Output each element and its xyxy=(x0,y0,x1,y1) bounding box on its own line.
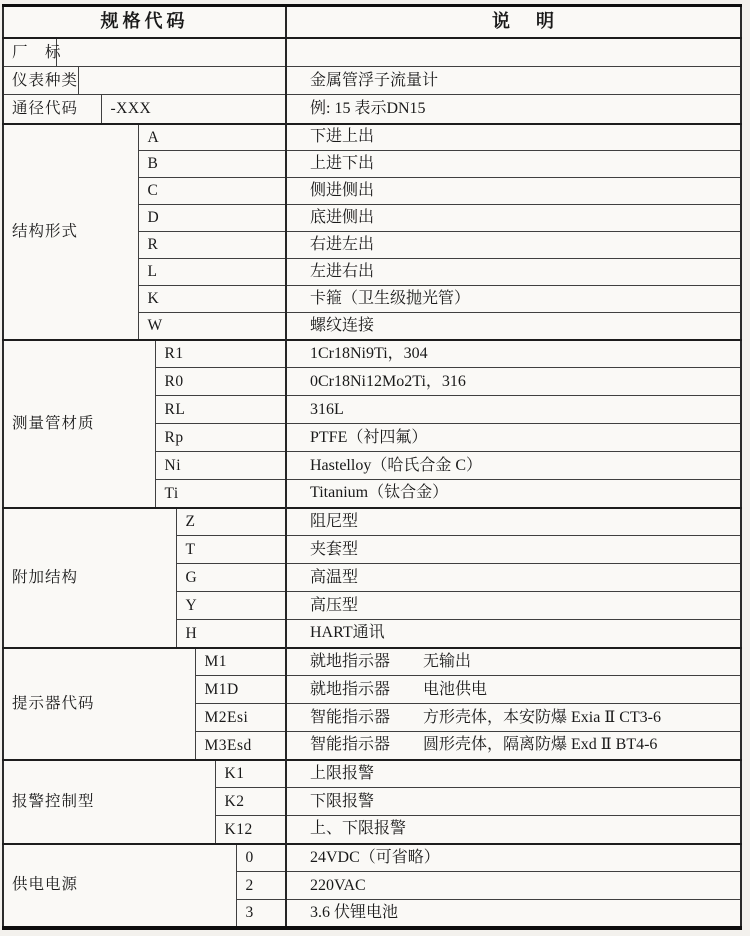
description-cell: 左进右出 xyxy=(286,259,741,286)
row-label: 仪表种类 xyxy=(3,67,78,95)
description-cell xyxy=(286,648,741,676)
header-description: 说 明 xyxy=(286,6,741,38)
table-row xyxy=(3,340,741,368)
header-spec-code: 规格代码 xyxy=(3,6,286,38)
code-cell: C xyxy=(138,178,286,205)
description-cell: 316L xyxy=(286,396,741,424)
code-cell: 2 xyxy=(236,872,286,900)
description-cell: 夹套型 xyxy=(286,536,741,564)
empty-cell xyxy=(56,38,286,67)
table-row xyxy=(3,508,741,536)
code-cell: A xyxy=(138,124,286,151)
code-cell: R1 xyxy=(155,340,286,368)
description-part-2: 电池供电 xyxy=(423,680,488,698)
code-cell: -XXX xyxy=(101,95,286,124)
description-cell xyxy=(286,704,741,732)
code-cell: Ti xyxy=(155,480,286,508)
code-cell: W xyxy=(138,313,286,340)
description-cell: PTFE（衬四氟） xyxy=(286,424,741,452)
code-cell: K2 xyxy=(215,788,286,816)
row-label: 厂 标 xyxy=(3,38,56,67)
description-part-1: 智能指示器 xyxy=(310,708,391,726)
code-cell: M2Esi xyxy=(195,704,286,732)
description-cell: 下进上出 xyxy=(286,124,741,151)
code-cell: Z xyxy=(176,508,286,536)
table-row xyxy=(3,124,741,151)
code-cell: R0 xyxy=(155,368,286,396)
description-cell: 1Cr18Ni9Ti，304 xyxy=(286,340,741,368)
description-cell: 高温型 xyxy=(286,564,741,592)
code-cell: T xyxy=(176,536,286,564)
section-label: 结构形式 xyxy=(3,124,138,340)
section-label: 测量管材质 xyxy=(3,340,155,508)
description-cell: 220VAC xyxy=(286,872,741,900)
code-cell: M1 xyxy=(195,648,286,676)
description-cell: 下限报警 xyxy=(286,788,741,816)
code-cell: H xyxy=(176,620,286,648)
description-cell: 例: 15 表示DN15 xyxy=(286,95,741,124)
code-cell: Ni xyxy=(155,452,286,480)
code-cell: B xyxy=(138,151,286,178)
description-cell: Hastelloy（哈氏合金 C） xyxy=(286,452,741,480)
row-label: 通径代码 xyxy=(3,95,101,124)
code-cell: Y xyxy=(176,592,286,620)
section-label: 提示器代码 xyxy=(3,648,195,760)
table-row xyxy=(3,648,741,676)
code-cell: M3Esd xyxy=(195,732,286,760)
description-cell: 底进侧出 xyxy=(286,205,741,232)
code-cell: G xyxy=(176,564,286,592)
code-cell: 0 xyxy=(236,844,286,872)
table-row xyxy=(3,760,741,788)
description-cell xyxy=(286,38,741,67)
description-cell: 上、下限报警 xyxy=(286,816,741,844)
description-cell: 金属管浮子流量计 xyxy=(286,67,741,95)
code-cell: M1D xyxy=(195,676,286,704)
description-cell: Titanium（钛合金） xyxy=(286,480,741,508)
description-part-2: 无输出 xyxy=(423,652,472,670)
description-part-1: 就地指示器 xyxy=(310,652,391,670)
description-cell: 螺纹连接 xyxy=(286,313,741,340)
description-cell: 阻尼型 xyxy=(286,508,741,536)
description-part-1: 智能指示器 xyxy=(310,736,391,754)
spec-code-table xyxy=(2,4,742,930)
table-row xyxy=(3,844,741,872)
section-label: 报警控制型 xyxy=(3,760,215,844)
description-cell: 0Cr18Ni12Mo2Ti，316 xyxy=(286,368,741,396)
table-row xyxy=(3,67,741,95)
description-cell xyxy=(286,732,741,760)
empty-cell xyxy=(78,67,286,95)
description-cell: 3.6 伏锂电池 xyxy=(286,900,741,928)
table-row xyxy=(3,6,741,38)
description-part-2: 方形壳体，本安防爆 Exia Ⅱ CT3-6 xyxy=(423,708,661,726)
table-row xyxy=(3,95,741,124)
description-cell: 上限报警 xyxy=(286,760,741,788)
code-cell: RL xyxy=(155,396,286,424)
code-cell: K12 xyxy=(215,816,286,844)
section-label: 附加结构 xyxy=(3,508,176,648)
code-cell: K xyxy=(138,286,286,313)
section-label: 供电电源 xyxy=(3,844,236,928)
description-cell: 上进下出 xyxy=(286,151,741,178)
code-cell: Rp xyxy=(155,424,286,452)
code-cell: L xyxy=(138,259,286,286)
code-cell: R xyxy=(138,232,286,259)
description-cell xyxy=(286,676,741,704)
code-cell: 3 xyxy=(236,900,286,928)
code-cell: K1 xyxy=(215,760,286,788)
description-cell: 24VDC（可省略） xyxy=(286,844,741,872)
code-cell: D xyxy=(138,205,286,232)
description-part-2: 圆形壳体，隔离防爆 Exd Ⅱ BT4-6 xyxy=(423,736,658,754)
description-part-1: 就地指示器 xyxy=(310,680,391,698)
description-cell: 侧进侧出 xyxy=(286,178,741,205)
description-cell: 高压型 xyxy=(286,592,741,620)
description-cell: HART通讯 xyxy=(286,620,741,648)
description-cell: 卡箍（卫生级抛光管） xyxy=(286,286,741,313)
table-row xyxy=(3,38,741,67)
description-cell: 右进左出 xyxy=(286,232,741,259)
